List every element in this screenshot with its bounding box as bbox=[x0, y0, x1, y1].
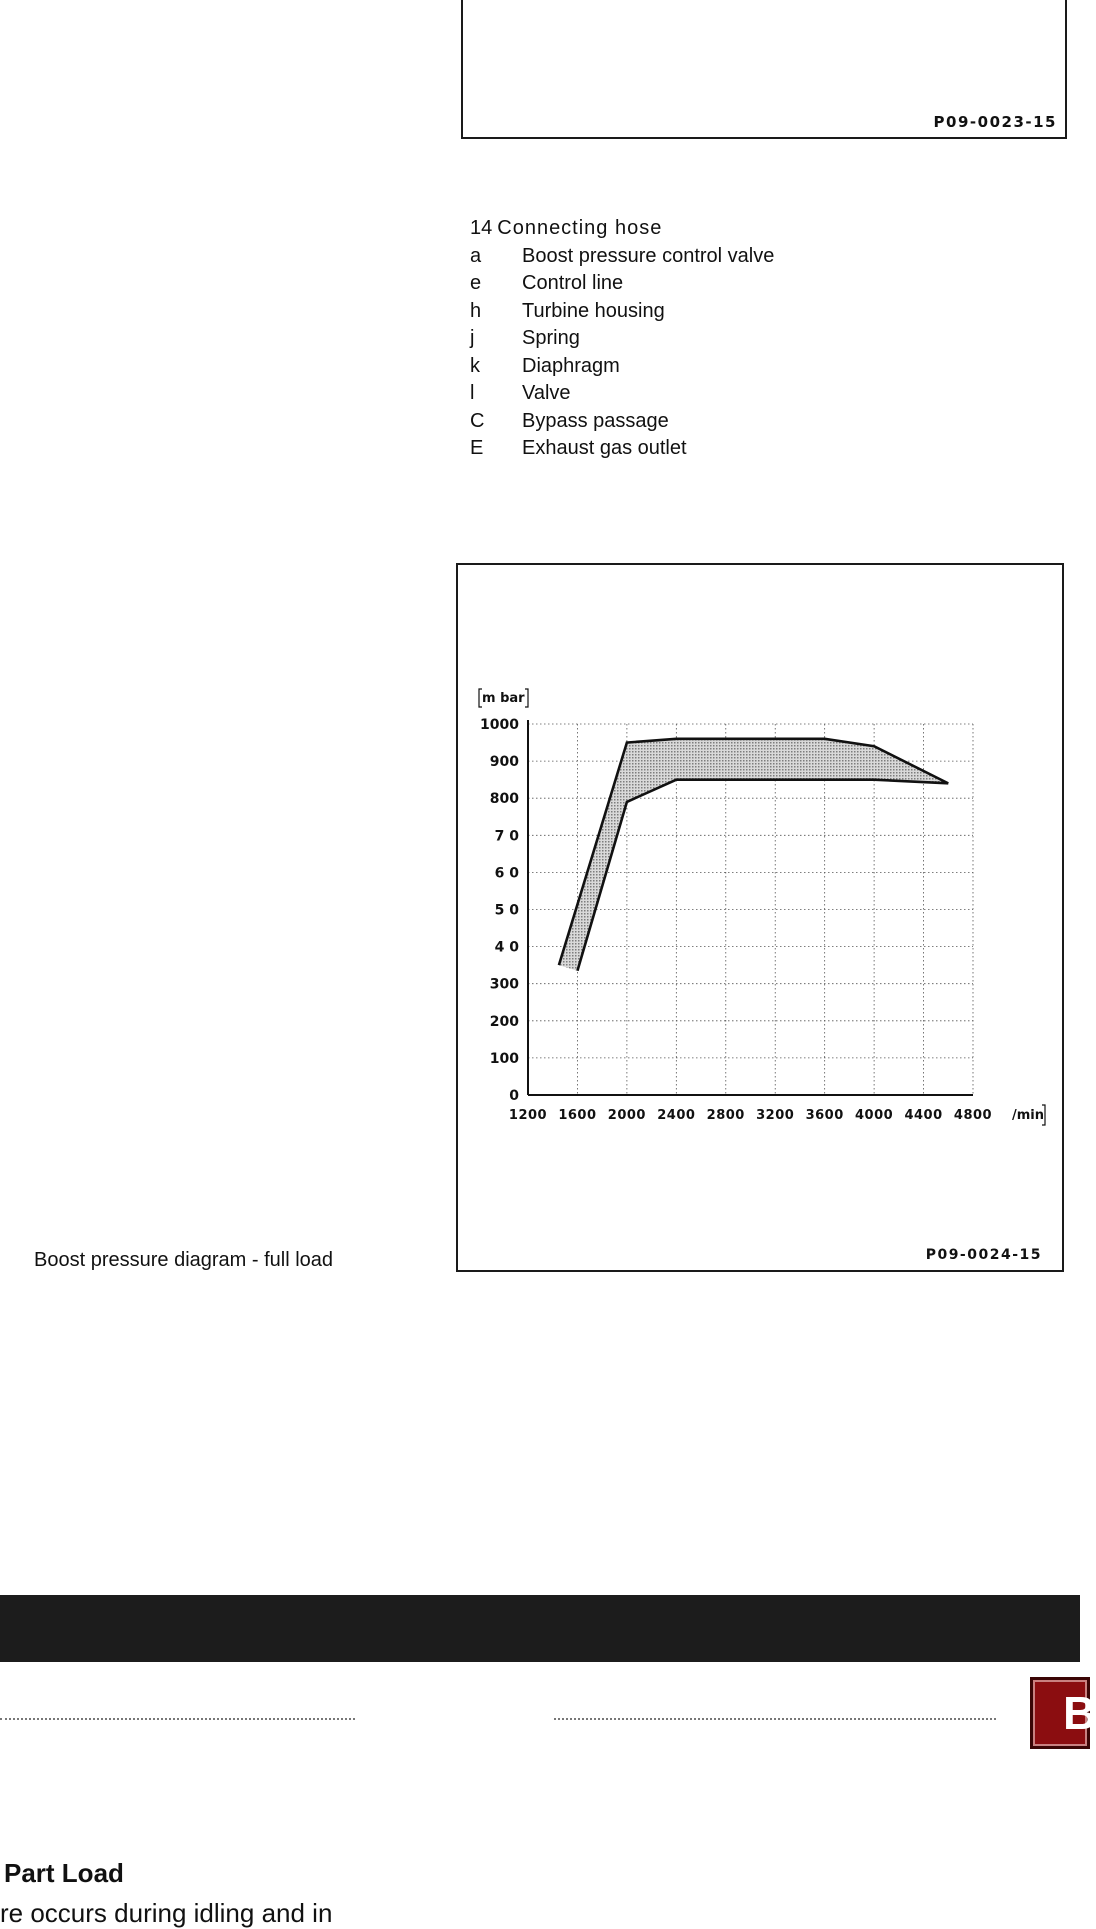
pressure-band-lower-line bbox=[577, 780, 948, 971]
x-tick-label: 3200 bbox=[756, 1108, 795, 1123]
legend-item bbox=[470, 408, 774, 436]
x-tick-label: 1200 bbox=[508, 1108, 548, 1123]
legend-key: 14 bbox=[470, 217, 493, 239]
section-divider-bar bbox=[0, 1595, 1080, 1662]
legend-label: Valve bbox=[522, 382, 571, 404]
x-tick-label: 4000 bbox=[855, 1108, 894, 1123]
legend-item bbox=[470, 435, 774, 463]
legend-key: j bbox=[470, 327, 475, 349]
y-axis-label: m bar bbox=[482, 691, 525, 706]
boost-pressure-chart bbox=[458, 565, 1062, 1270]
figure-chart-code: P09-0024-15 bbox=[925, 1247, 1042, 1263]
x-tick-label: 4800 bbox=[953, 1108, 993, 1123]
section-b-button[interactable]: B bbox=[1030, 1677, 1090, 1749]
y-tick-label: 900 bbox=[489, 754, 519, 771]
legend-item bbox=[470, 298, 774, 326]
x-tick-label: 2800 bbox=[706, 1108, 745, 1123]
x-axis-label: /min bbox=[1012, 1108, 1045, 1123]
legend-item bbox=[470, 325, 774, 353]
y-tick-label: 800 bbox=[489, 791, 519, 808]
legend-label: Turbine housing bbox=[522, 299, 665, 322]
dotted-rule-left bbox=[0, 1718, 355, 1720]
legend-item bbox=[470, 270, 774, 298]
legend-key: k bbox=[470, 354, 480, 377]
y-tick-label: 5 0 bbox=[494, 902, 519, 919]
legend-key: E bbox=[470, 437, 484, 459]
section-heading: Part Load bbox=[4, 1858, 124, 1888]
legend-key: a bbox=[470, 244, 482, 267]
legend-label: Control line bbox=[522, 272, 624, 294]
y-tick-label: 7 0 bbox=[494, 828, 519, 845]
y-tick-label: 6 0 bbox=[494, 865, 519, 882]
y-axis-label-bracket-right bbox=[525, 689, 528, 707]
legend-item bbox=[470, 215, 774, 243]
legend-item bbox=[470, 353, 774, 381]
legend-label: Connecting hose bbox=[497, 217, 663, 239]
y-tick-label: 100 bbox=[489, 1050, 519, 1067]
y-tick-label: 300 bbox=[489, 976, 519, 993]
legend-item bbox=[470, 380, 774, 408]
x-tick-label: 4400 bbox=[904, 1108, 943, 1123]
figure-top-frame bbox=[461, 0, 1067, 139]
legend-label: Boost pressure control valve bbox=[522, 244, 775, 267]
legend-key: l bbox=[470, 382, 475, 404]
dotted-rule-right bbox=[554, 1718, 996, 1720]
y-tick-label: 4 0 bbox=[494, 939, 519, 956]
legend-label: Exhaust gas outlet bbox=[522, 437, 687, 459]
legend-item bbox=[470, 243, 774, 271]
figure-caption: Boost pressure diagram - full load bbox=[34, 1249, 334, 1271]
x-tick-label: 2000 bbox=[607, 1108, 646, 1123]
figure-chart-frame bbox=[456, 563, 1064, 1272]
legend-key: h bbox=[470, 299, 482, 322]
x-tick-label: 3600 bbox=[805, 1108, 844, 1123]
legend-label: Diaphragm bbox=[522, 354, 620, 377]
y-tick-label: 0 bbox=[509, 1088, 519, 1104]
y-tick-label: 1000 bbox=[480, 717, 519, 733]
section-text: re occurs during idling and in bbox=[0, 1898, 333, 1928]
x-tick-label: 1600 bbox=[558, 1108, 597, 1123]
legend-key: C bbox=[470, 409, 485, 432]
legend-list bbox=[470, 215, 774, 463]
legend-key: e bbox=[470, 272, 482, 294]
legend-label: Bypass passage bbox=[522, 409, 669, 432]
y-tick-label: 200 bbox=[489, 1013, 519, 1030]
figure-top-code: P09-0023-15 bbox=[933, 113, 1057, 131]
x-tick-label: 2400 bbox=[657, 1108, 696, 1123]
legend-label: Spring bbox=[522, 327, 580, 349]
